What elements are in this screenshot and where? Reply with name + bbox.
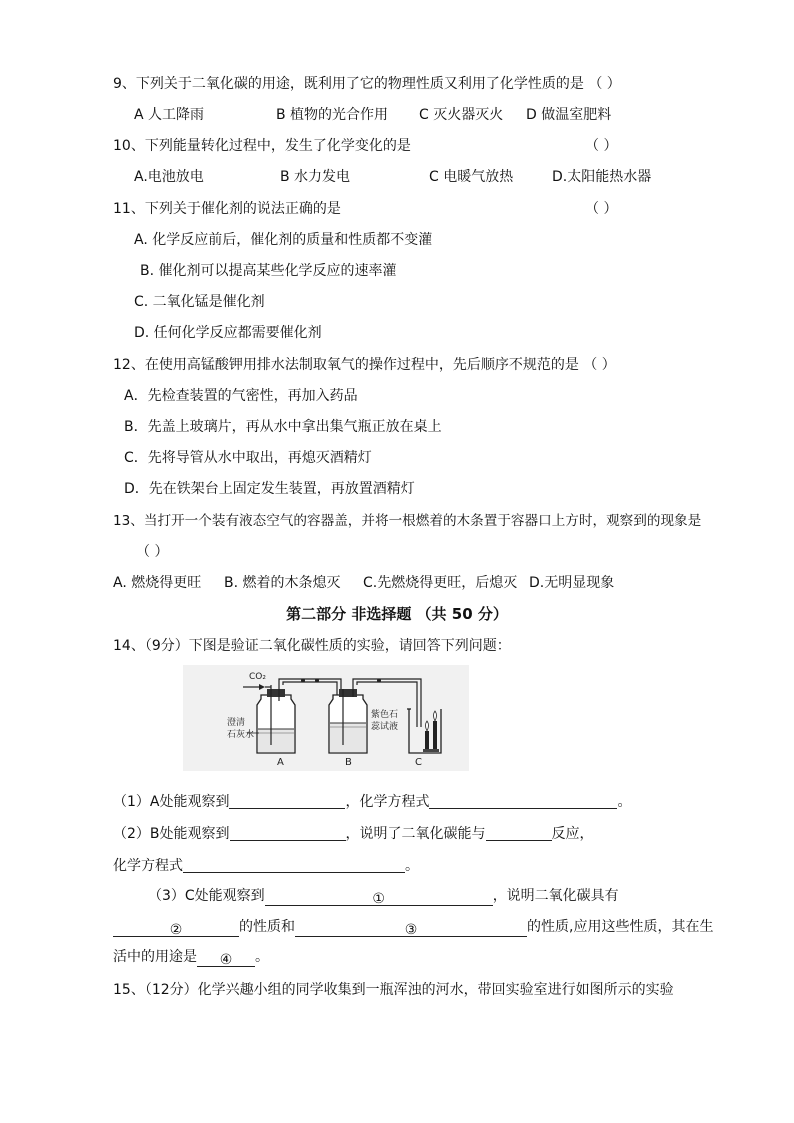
bottle-b-label-1: 紫色石 bbox=[371, 710, 399, 720]
q11-option-d: D. 任何化学反应都需要催化剂 bbox=[134, 325, 322, 341]
q14-part3-line3 bbox=[113, 947, 269, 967]
q14-part3-blank-3[interactable] bbox=[295, 920, 527, 937]
q14-part2-blank-equation[interactable] bbox=[183, 856, 405, 873]
q14-part2-blank-observation[interactable] bbox=[230, 824, 346, 841]
q12-option-a: A．先检查装置的气密性，再加入药品 bbox=[124, 388, 358, 404]
q9-option-b: B 植物的光合作用 bbox=[276, 107, 389, 123]
q10-option-c: C 电暖气放热 bbox=[429, 169, 514, 185]
q14-part1-text-b: ，化学方程式 bbox=[345, 794, 430, 810]
figure-label-b: B bbox=[345, 757, 352, 768]
q11-option-c: C. 二氧化锰是催化剂 bbox=[134, 294, 265, 310]
q14-part2-text-b: ，说明了二氧化碳能与 bbox=[345, 826, 486, 842]
q14-part3-text-f: 。 bbox=[255, 949, 269, 965]
co2-apparatus-figure bbox=[183, 665, 469, 771]
q14-part1-blank-observation[interactable] bbox=[229, 792, 345, 809]
bottle-a-label-2: 石灰水 bbox=[227, 730, 255, 740]
q13-option-a: A. 燃烧得更旺 bbox=[113, 575, 202, 591]
q10-option-d: D.太阳能热水器 bbox=[552, 169, 652, 185]
q10-stem: 10、下列能量转化过程中，发生了化学变化的是 bbox=[113, 138, 411, 154]
bottle-a bbox=[257, 685, 295, 753]
q14-part3-blank-4[interactable] bbox=[197, 950, 255, 967]
q14-part3 bbox=[148, 886, 619, 906]
q14-part2 bbox=[113, 824, 594, 844]
q11-stem: 11、下列关于催化剂的说法正确的是 bbox=[113, 201, 341, 217]
q14-part3-line2 bbox=[113, 917, 713, 937]
figure-label-a: A bbox=[277, 757, 284, 768]
q14-part3-text-a: （3）C处能观察到 bbox=[148, 888, 265, 904]
q14-part3-mark-2: ② bbox=[169, 922, 183, 938]
figure-label-c: C bbox=[415, 757, 422, 768]
co2-label: CO₂ bbox=[249, 672, 266, 682]
q11-option-b: B. 催化剂可以提高某些化学反应的速率灌 bbox=[140, 263, 397, 279]
q14-part3-mark-1: ① bbox=[372, 891, 385, 907]
q14-part1-text-c: 。 bbox=[617, 794, 632, 810]
q14-part3-text-c: 的性质和 bbox=[239, 919, 295, 935]
q9-option-d: D 做温室肥料 bbox=[526, 107, 612, 123]
q14-part2-text-d: 化学方程式 bbox=[113, 858, 183, 874]
q13-option-b: B. 燃着的木条熄灭 bbox=[224, 575, 341, 591]
q14-part1-blank-equation[interactable] bbox=[429, 792, 617, 809]
section-title: 第二部分 非选择题 （共 50 分） bbox=[286, 605, 508, 623]
q14-part3-text-e: 活中的用途是 bbox=[113, 949, 197, 965]
q13-option-d: D.无明显现象 bbox=[529, 575, 615, 591]
q10-option-b: B 水力发电 bbox=[280, 169, 351, 185]
q12-option-d: D．先在铁架台上固定发生装置，再放置酒精灯 bbox=[124, 481, 415, 497]
q14-part2-equation-line bbox=[113, 856, 419, 876]
q9-stem: 9、下列关于二氧化碳的用途，既利用了它的物理性质又利用了化学性质的是 （ ） bbox=[113, 76, 621, 92]
bottle-b bbox=[329, 685, 367, 753]
bottle-b-label-2: 蕊试液 bbox=[371, 722, 399, 732]
q15-stem: 15、（12分）化学兴趣小组的同学收集到一瓶浑浊的河水，带回实验室进行如图所示的实验 bbox=[113, 982, 674, 998]
q14-part3-text-b: ，说明二氧化碳具有 bbox=[492, 888, 619, 904]
q13-option-c: C.先燃烧得更旺，后熄灭 bbox=[363, 575, 518, 591]
q14-part3-text-d: 的性质,应用这些性质，其在生 bbox=[527, 919, 714, 935]
q14-part2-text-c: 反应， bbox=[551, 826, 594, 842]
q10-answer-paren: （ ） bbox=[585, 138, 618, 154]
q10-option-a: A.电池放电 bbox=[134, 169, 204, 185]
q14-part2-blank-reactant[interactable] bbox=[486, 824, 552, 841]
q11-answer-paren: （ ） bbox=[585, 201, 618, 217]
q12-option-b: B．先盖上玻璃片，再从水中拿出集气瓶正放在桌上 bbox=[124, 419, 442, 435]
q14-part1-text-a: （1）A处能观察到 bbox=[113, 794, 230, 810]
q14-part3-mark-4: ④ bbox=[219, 952, 233, 968]
q14-part2-text-e: 。 bbox=[405, 858, 419, 874]
q13-answer-paren: （ ） bbox=[136, 544, 169, 560]
q14-part3-blank-1[interactable] bbox=[265, 889, 493, 906]
q14-part1 bbox=[113, 792, 631, 812]
q11-option-a: A. 化学反应前后，催化剂的质量和性质都不变灌 bbox=[134, 232, 433, 248]
q14-part3-mark-3: ③ bbox=[404, 922, 418, 938]
bottle-a-label-1: 澄清 bbox=[227, 718, 246, 728]
q14-stem: 14、（9分）下图是验证二氧化碳性质的实验，请回答下列问题： bbox=[113, 638, 511, 654]
q13-stem: 13、当打开一个装有液态空气的容器盖，并将一根燃着的木条置于容器口上方时，观察到的现象是 bbox=[113, 513, 702, 529]
q9-option-c: C 灭火器灭火 bbox=[419, 107, 504, 123]
q12-stem: 12、在使用高锰酸钾用排水法制取氧气的操作过程中，先后顺序不规范的是 （ ） bbox=[113, 357, 616, 373]
q14-part2-text-a: （2）B处能观察到 bbox=[113, 826, 230, 842]
q9-option-a: A 人工降雨 bbox=[134, 107, 205, 123]
q14-part3-blank-2[interactable] bbox=[113, 920, 239, 937]
q12-option-c: C．先将导管从水中取出，再熄灭酒精灯 bbox=[124, 450, 372, 466]
